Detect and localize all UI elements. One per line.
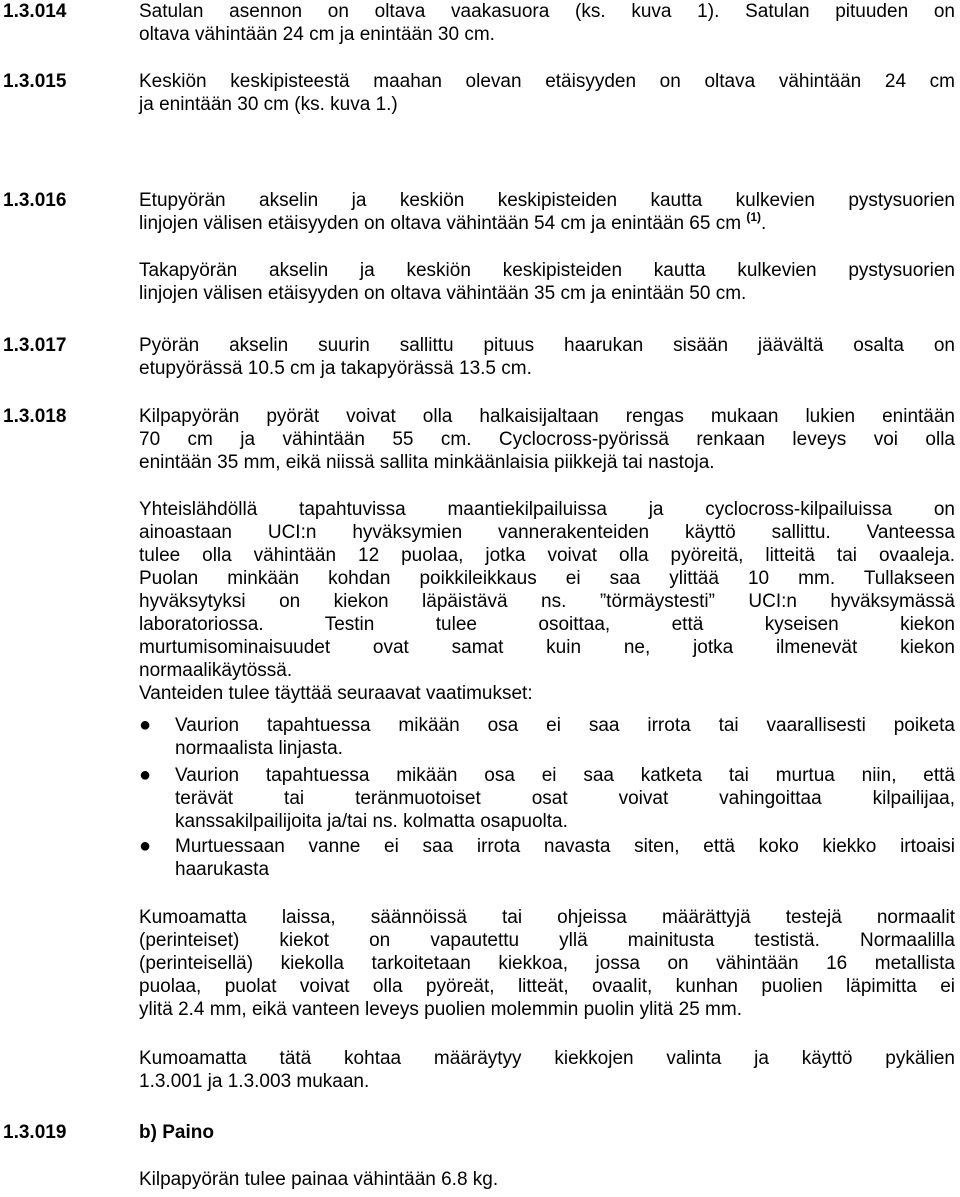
text-line: Puolan minkään kohdan poikkileikkaus ei saa ylittää 10 mm. Tullakseen xyxy=(139,568,955,589)
text-line: Pyörän akselin suurin sallittu pituus haarukan sisään jäävältä osalta on xyxy=(139,335,955,356)
bullet-item xyxy=(175,714,955,760)
text-line: laboratoriossa. Testin tulee osoittaa, että kyseisen kiekon xyxy=(139,614,955,635)
text-line: enintään 35 mm, eikä niissä sallita minkäänlaisia piikkejä tai nastoja. xyxy=(139,452,715,473)
section-heading-1-3-019: b) Paino xyxy=(139,1122,214,1143)
text-line: haarukasta xyxy=(175,859,270,880)
text-line: hyväksytyksi on kiekon läpäistävä ns. ”törmäystesti” UCI:n hyväksymässä xyxy=(139,591,955,612)
section-number-1-3-014: 1.3.014 xyxy=(3,1,67,22)
text-line: Kumoamatta tätä kohtaa määräytyy kiekkojen valinta ja käyttö pykälien xyxy=(139,1048,955,1069)
text-line: tulee olla vähintään 12 puolaa, jotka voivat olla pyöreitä, litteitä tai ovaaleja. xyxy=(139,545,955,566)
section-text-1-3-018 xyxy=(139,405,955,474)
text-fragment: . xyxy=(761,213,767,234)
section-number-1-3-016: 1.3.016 xyxy=(3,190,67,211)
bullet-item xyxy=(175,764,955,833)
section-paragraph-1-3-018-c xyxy=(139,906,955,1021)
text-line: ylitä 2.4 mm, eikä vanteen leveys puolien molemmin puolin ylitä 25 mm. xyxy=(139,999,742,1020)
section-text-1-3-016 xyxy=(139,189,955,235)
text-line: (perinteisellä) kiekolla tarkoitetaan kiekkoa, jossa on vähintään 16 metallista xyxy=(139,953,955,974)
requirements-intro: Vanteiden tulee täyttää seuraavat vaatimukset: xyxy=(139,683,533,704)
text-line: 70 cm ja vähintään 55 cm. Cyclocross-pyörissä renkaan leveys voi olla xyxy=(139,429,955,450)
section-text-1-3-014 xyxy=(139,0,955,46)
text-line: etupyörässä 10.5 cm ja takapyörässä 13.5 cm. xyxy=(139,358,532,379)
text-line: kanssakilpailijoita ja/tai ns. kolmatta osapuolta. xyxy=(175,811,568,832)
bullet-item xyxy=(175,835,955,881)
text-line: murtumisominaisuudet ovat samat kuin ne, jotka ilmenevät kiekon xyxy=(139,637,955,658)
section-text-1-3-017 xyxy=(139,334,955,380)
text-line: Keskiön keskipisteestä maahan olevan etäisyyden on oltava vähintään 24 cm xyxy=(139,71,955,92)
bullet-icon: ● xyxy=(139,764,152,786)
text-line: Kumoamatta laissa, säännöissä tai ohjeissa määrättyjä testejä normaalit xyxy=(139,907,955,928)
text-line: linjojen välisen etäisyyden on oltava vähintään 35 cm ja enintään 50 cm. xyxy=(139,283,747,304)
text-line: normaalista linjasta. xyxy=(175,738,343,759)
text-line: (perinteiset) kiekot on vapautettu yllä mainitusta testistä. Normaalilla xyxy=(139,930,955,951)
section-number-1-3-018: 1.3.018 xyxy=(3,406,67,427)
text-line: Takapyörän akselin ja keskiön keskipisteiden kautta kulkevien pystysuorien xyxy=(139,260,955,281)
text-line: Kilpapyörän tulee painaa vähintään 6.8 kg. xyxy=(139,1169,499,1190)
text-line: Vaurion tapahtuessa mikään osa ei saa irrota tai vaarallisesti poiketa xyxy=(175,715,955,736)
section-paragraph-1-3-018-b xyxy=(139,498,955,705)
section-paragraph-1-3-018-d xyxy=(139,1047,955,1093)
text-line: oltava vähintään 24 cm ja enintään 30 cm. xyxy=(139,24,495,45)
text-line: Yhteislähdöllä tapahtuvissa maantiekilpailuissa ja cyclocross-kilpailuissa on xyxy=(139,499,955,520)
text-line: ja enintään 30 cm (ks. kuva 1.) xyxy=(139,94,398,115)
footnote-mark: (1) xyxy=(746,210,761,224)
text-line: Vaurion tapahtuessa mikään osa ei saa katketa tai murtua niin, että xyxy=(175,765,955,786)
section-number-1-3-015: 1.3.015 xyxy=(3,71,67,92)
text-line: 1.3.001 ja 1.3.003 mukaan. xyxy=(139,1071,370,1092)
text-line: terävät tai teränmuotoiset osat voivat vahingoittaa kilpailijaa, xyxy=(175,788,955,809)
section-paragraph-1-3-016-b xyxy=(139,259,955,305)
text-line: Satulan asennon on oltava vaakasuora (ks. kuva 1). Satulan pituuden on xyxy=(139,1,955,22)
section-number-1-3-019: 1.3.019 xyxy=(3,1122,67,1143)
text-line: Kilpapyörän pyörät voivat olla halkaisijaltaan rengas mukaan lukien enintään xyxy=(139,406,955,427)
section-text-1-3-019 xyxy=(139,1168,955,1191)
text-line: puolaa, puolat voivat olla pyöreät, litteät, ovaalit, kunhan puolien läpimitta ei xyxy=(139,976,955,997)
text-line: ainoastaan UCI:n hyväksymien vannerakenteiden käyttö sallittu. Vanteessa xyxy=(139,522,955,543)
text-line: Etupyörän akselin ja keskiön keskipisteiden kautta kulkevien pystysuorien xyxy=(139,190,955,211)
section-number-1-3-017: 1.3.017 xyxy=(3,335,67,356)
text-fragment: linjojen välisen etäisyyden on oltava vähintään 54 cm ja enintään 65 cm xyxy=(139,213,742,234)
bullet-icon: ● xyxy=(139,835,152,857)
text-line: normaalikäytössä. xyxy=(139,660,293,681)
text-line: Murtuessaan vanne ei saa irrota navasta siten, että koko kiekko irtoaisi xyxy=(175,836,955,857)
text-line-with-footnote xyxy=(139,212,955,235)
bullet-icon: ● xyxy=(139,714,152,736)
section-text-1-3-015 xyxy=(139,70,955,116)
